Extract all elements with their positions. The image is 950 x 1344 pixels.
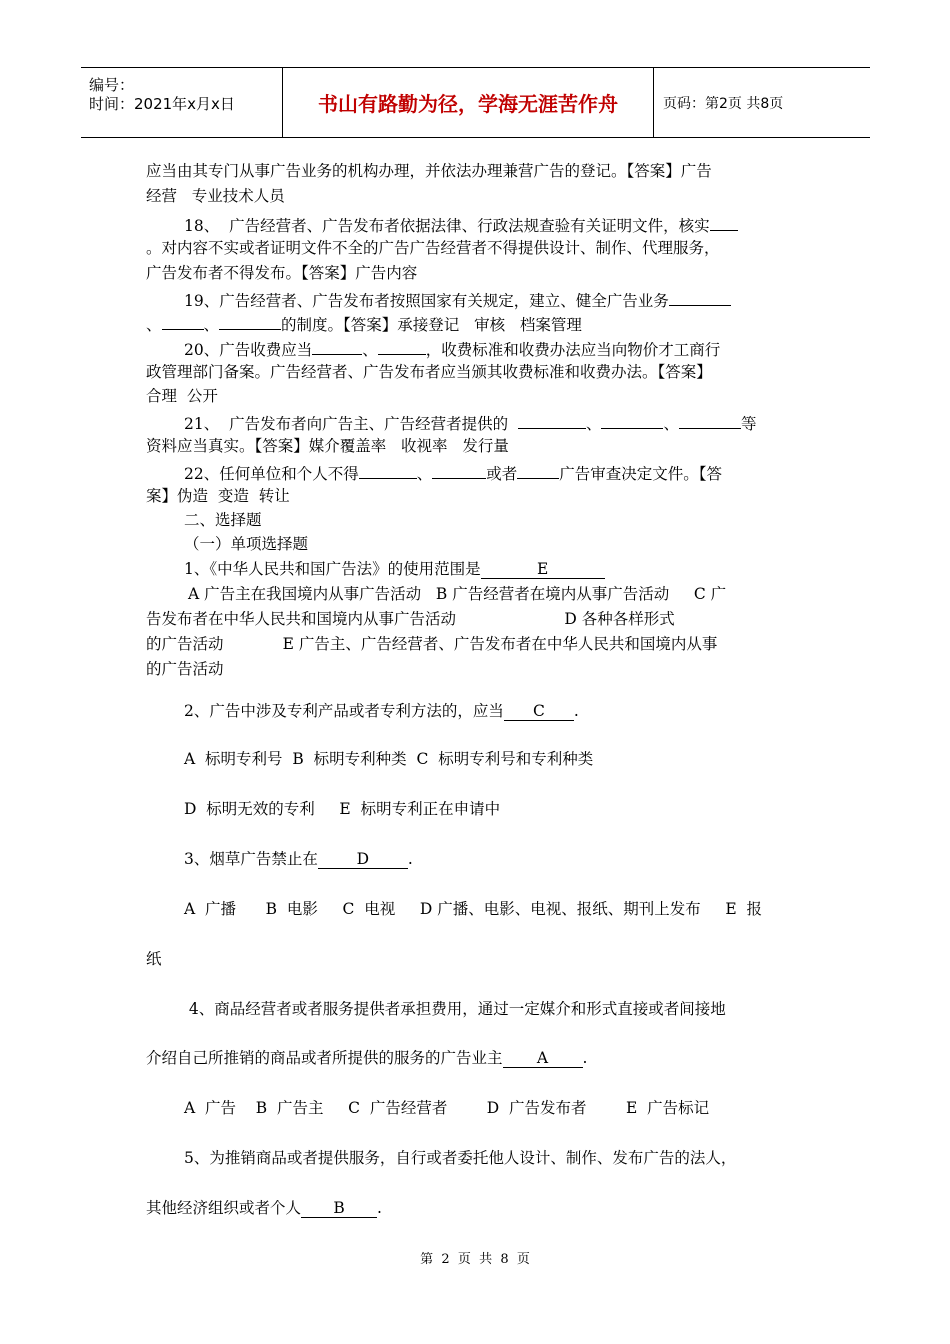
text-line: 经营 专业技术人员 (146, 187, 285, 205)
text-segment: 20、广告收费应当 (184, 341, 313, 359)
answer-blank: D (318, 851, 408, 869)
text-line: 纸 (146, 950, 162, 968)
text-segment: ，收费标准和收费办法应当向物价才工商行 (425, 341, 721, 359)
code-label: 编号： (89, 76, 135, 94)
text-segment: 、 (663, 415, 679, 433)
text-line: 。对内容不实或者证明文件不全的广告广告经营者不得提供设计、制作、代理服务， (146, 239, 720, 257)
page-header (81, 67, 870, 138)
question-5: 5、为推销商品或者提供服务，自行或者委托他人设计、制作、发布广告的法人， (184, 1149, 737, 1167)
text-line (146, 1198, 382, 1218)
blank (162, 312, 204, 330)
text-segment: 22、任何单位和个人不得 (184, 465, 359, 483)
text-segment: 或者 (486, 465, 518, 483)
question-4: 4、商品经营者或者服务提供者承担费用，通过一定媒介和形式直接或者间接地 (184, 1000, 726, 1018)
text-segment: . (377, 1199, 382, 1217)
blank (518, 411, 586, 429)
header-meta (81, 68, 283, 137)
text-segment: 、 (585, 415, 602, 433)
blank (710, 213, 738, 231)
text-segment: 、 (146, 316, 162, 334)
text-line: 政管理部门备案。广告经营者、广告发布者应当颁其收费标准和收费办法。【答案】 (146, 363, 712, 381)
options-line: A 标明专利号 B 标明专利种类 C 标明专利号和专利种类 (184, 750, 594, 768)
options-line: A 广告 B 广告主 C 广告经营者 D 广告发布者 E 广告标记 (184, 1099, 710, 1117)
options-line: A 广播 B 电影 C 电视 D 广播、电影、电视、报纸、期刊上发布 E 报 (184, 900, 762, 918)
page-footer: 第 2 页 共 8 页 (420, 1252, 530, 1267)
answer-blank: E (481, 561, 605, 579)
text-segment: 的制度。【答案】承接登记 审核 档案管理 (281, 316, 582, 334)
blank (432, 461, 486, 479)
answer-blank: A (503, 1050, 583, 1068)
text-segment: 21、 广告发布者向广告主、广告经营者提供的 (184, 415, 518, 433)
answer-blank: C (504, 703, 574, 721)
options-line: 告发布者在中华人民共和国境内从事广告活动 D 各种各样形式 (146, 610, 675, 628)
text-segment: 1、《中华人民共和国广告法》的使用范围是 (184, 560, 481, 578)
subsection-heading: （一）单项选择题 (184, 535, 309, 553)
blank (517, 461, 559, 479)
blank (359, 461, 417, 479)
text-line: 广告发布者不得发布。【答案】广告内容 (146, 264, 418, 282)
text-segment: . (573, 702, 579, 720)
question-1 (184, 559, 605, 579)
text-segment: . (407, 850, 413, 868)
question-19 (184, 288, 731, 311)
text-segment: 等 (740, 415, 757, 433)
text-segment: 、 (203, 316, 220, 334)
blank (669, 288, 731, 306)
question-3 (184, 849, 413, 869)
question-21 (184, 411, 756, 434)
text-segment: 18、 广告经营者、广告发布者依据法律、行政法规查验有关证明文件，核实 (184, 217, 710, 235)
text-line (146, 312, 582, 335)
text-line: 资料应当真实。【答案】媒介覆盖率 收视率 发行量 (146, 437, 509, 455)
blank (312, 337, 362, 355)
text-line: 应当由其专门从事广告业务的机构办理，并依法办理兼营广告的登记。【答案】广告 (146, 162, 712, 180)
text-line: 案】伪造 变造 转让 (146, 487, 290, 505)
question-18 (184, 213, 738, 236)
answer-blank: B (301, 1200, 377, 1218)
header-motto: 书山有路勤为径，学海无涯苦作舟 (283, 68, 654, 137)
text-segment: 其他经济组织或者个人 (146, 1199, 302, 1217)
question-20 (184, 337, 720, 360)
text-segment: 2、广告中涉及专利产品或者专利方法的，应当 (184, 702, 504, 720)
text-segment: 介绍自己所推销的商品或者所提供的服务的广告业主 (146, 1049, 503, 1067)
options-line: 的广告活动 (146, 660, 224, 678)
text-segment: 、 (362, 341, 378, 359)
question-2 (184, 701, 579, 721)
options-line: A 广告主在我国境内从事广告活动 B 广告经营者在境内从事广告活动 C 广 (188, 585, 727, 603)
blank (219, 312, 281, 330)
text-segment: 、 (416, 465, 433, 483)
options-line: 的广告活动 E 广告主、广告经营者、广告发布者在中华人民共和国境内从事 (146, 635, 718, 653)
date-label: 时间：2021年x月x日 (89, 95, 235, 113)
blank (679, 411, 741, 429)
blank (378, 337, 426, 355)
question-22 (184, 461, 722, 484)
text-line: 合理 公开 (146, 387, 218, 405)
blank (601, 411, 663, 429)
text-segment: 3、烟草广告禁止在 (184, 850, 318, 868)
text-segment: . (582, 1049, 588, 1067)
text-segment: 19、广告经营者、广告发布者按照国家有关规定，建立、健全广告业务 (184, 292, 669, 310)
section-heading: 二、选择题 (184, 511, 262, 529)
options-line: D 标明无效的专利 E 标明专利正在申请中 (184, 800, 501, 818)
header-page-info: 页码：第2页 共8页 (663, 95, 784, 112)
text-segment: 广告审查决定文件。【答 (559, 465, 723, 483)
text-line (146, 1048, 587, 1068)
